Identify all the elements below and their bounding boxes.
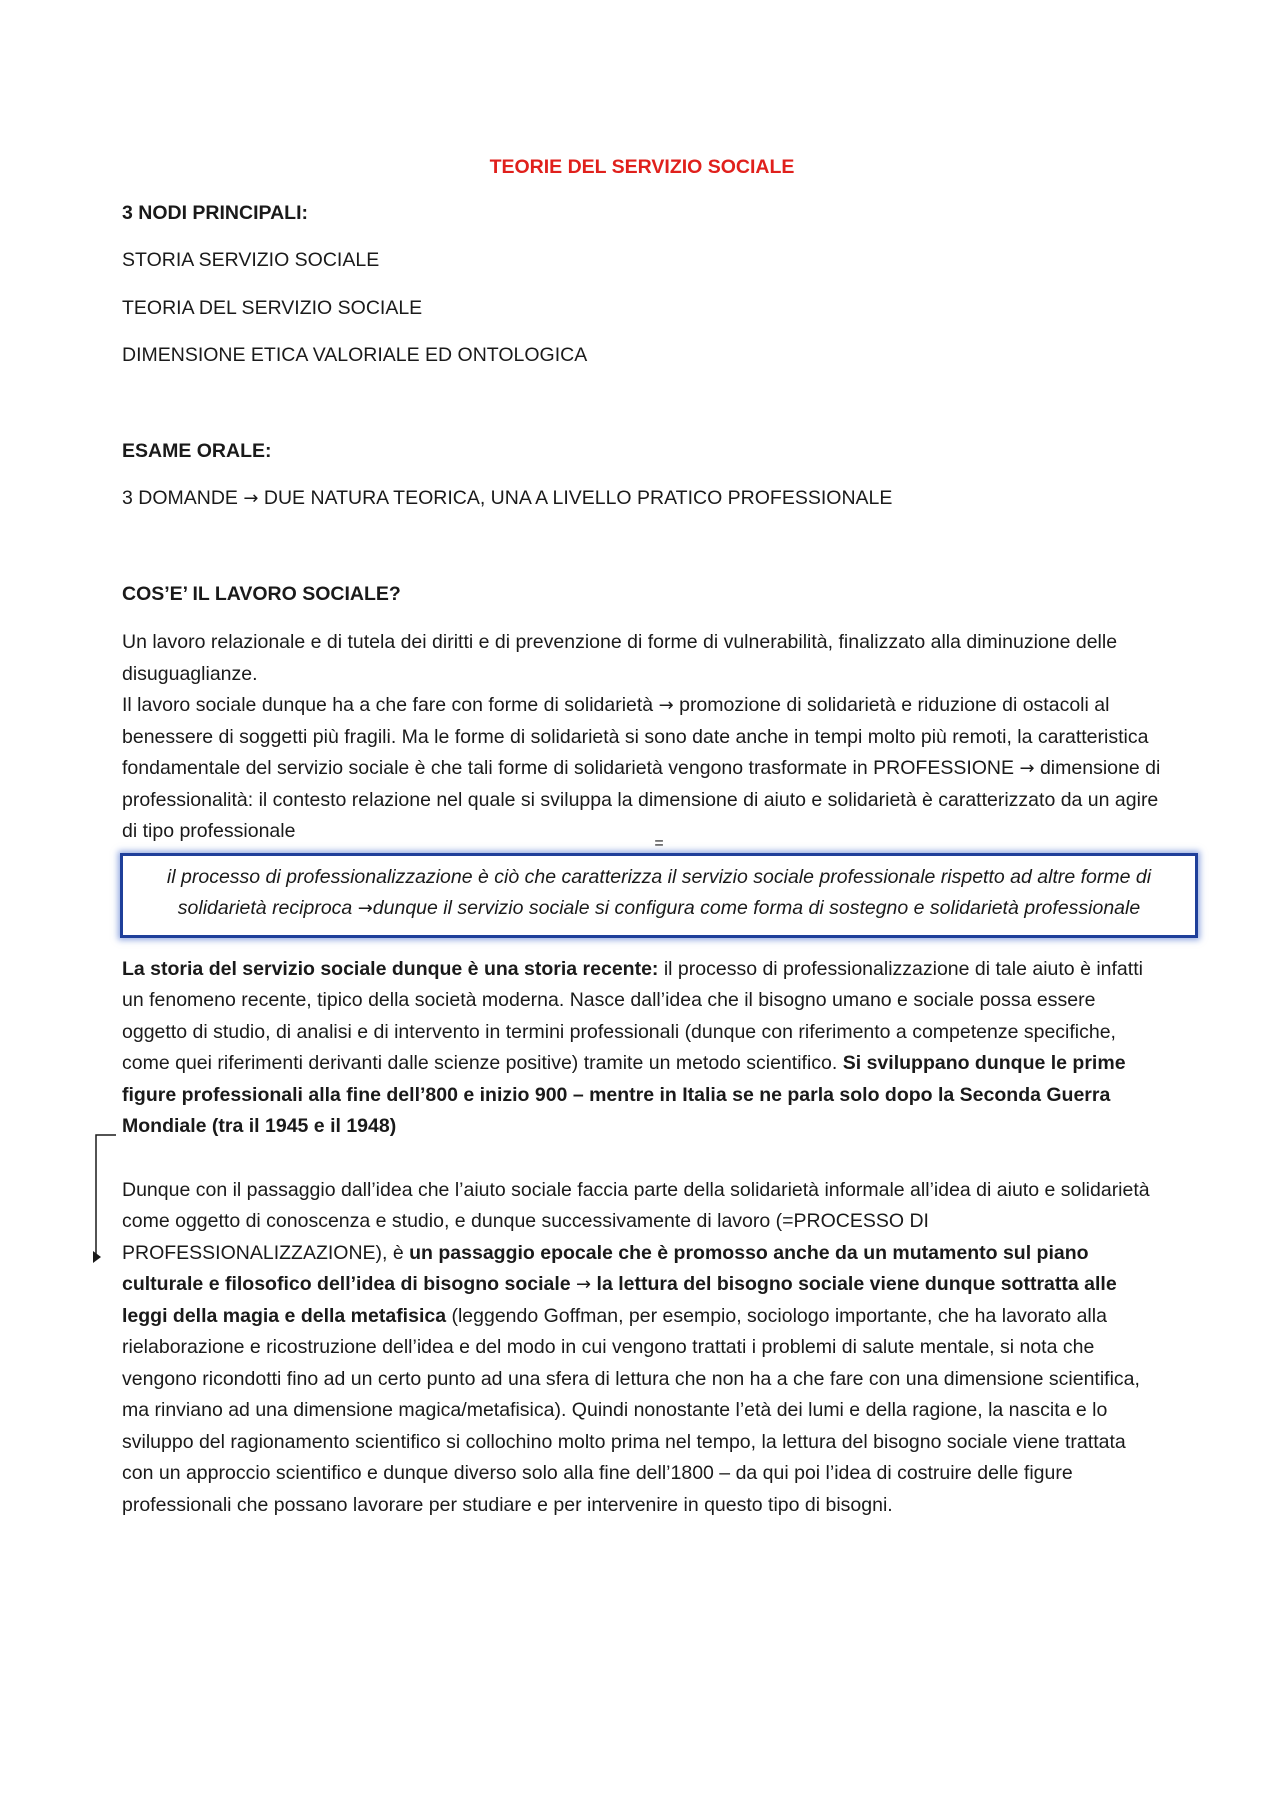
right-arrow-icon: → [1019,758,1035,779]
right-arrow-icon: → [658,695,674,716]
nodi-heading: 3 NODI PRINCIPALI: [122,201,308,224]
right-arrow-icon: → [357,898,373,919]
connector-arrow-icon [92,1127,122,1267]
paragraph-passaggio: Dunque con il passaggio dall’idea che l’aiuto sociale faccia parte della solidarietà informale all’idea di aiuto e solidarietà come oggetto di conoscenza e studio, e dunque successivamente di lavoro (=PROCESSO DI PROFESSIONALIZZAZIONE), è un passaggio epocale che è promosso anche da un mutamento sul piano culturale e filosofico dell’idea di bisogno sociale → la lettura del bisogno sociale viene dunque sottratta alle leggi della magia e della metafisica (leggendo Goffman, per esempio, sociologo importante, che ha lavorato alla rielaborazione e ricostruzione dell’idea e del modo in cui vengono trattati i problemi di salute mentale, si nota che vengono ricondotti fino ad un certo punto ad una sfera di lettura che non ha a che fare con una dimensione scientifica, ma rinviano ad una dimensione magica/metafisica). Quindi nonostante l’età dei lumi e della ragione, la nascita e lo sviluppo del ragionamento scientifico si collochino molto prima nel tempo, la lettura del bisogno sociale viene trattata con un approccio scientifico e dunque diverso solo alla fine dell’1800 – da qui poi l’idea di costruire delle figure professionali che possano lavorare per studiare e per intervenire in questo tipo di bisogni. [122,1178,1150,1516]
document-title: TEORIE DEL SERVIZIO SOCIALE [489,156,795,178]
paragraph-storia: La storia del servizio sociale dunque è una storia recente: il processo di professionalizzazione di tale aiuto è infatti un fenomeno recente, tipico della società moderna. Nasce dall’idea che il bisogno umano e sociale possa essere oggetto di studio, di analisi e di intervento in termini professionali (dunque con riferimento a competenze specifiche, come quei riferimenti derivanti dalle scienze positive) tramite un metodo scientifico. Si sviluppano dunque le prime figure professionali alla fine dell’800 e inizio 900 – mentre in Italia se ne parla solo dopo la Seconda Guerra Mondiale (tra il 1945 e il 1948) [122,957,1143,1137]
nodo-item: TEORIA DEL SERVIZIO SOCIALE [122,296,423,319]
esame-line: 3 DOMANDE → DUE NATURA TEORICA, UNA A LIVELLO PRATICO PROFESSIONALE [122,487,893,509]
right-arrow-icon: → [576,1274,592,1295]
esame-heading: ESAME ORALE: [122,439,272,462]
right-arrow-icon: → [243,488,259,509]
nodo-item: STORIA SERVIZIO SOCIALE [122,249,380,271]
nodo-item: DIMENSIONE ETICA VALORIALE ED ONTOLOGICA [122,344,588,366]
highlight-box: = il processo di professionalizzazione è ciò che caratterizza il servizio sociale professionale rispetto ad altre forme di solidarietà reciproca →dunque il servizio sociale si configura come forma di sostegno e solidarietà professionale [120,853,1198,938]
equals-sign: = [654,834,664,852]
paragraph-solidarieta: Il lavoro sociale dunque ha a che fare con forme di solidarietà → promozione di solidarietà e riduzione di ostacoli al benessere di soggetti più fragili. Ma le forme di solidarietà si sono date anche in tempi molto più remoti, la caratteristica fondamentale del servizio sociale è che tali forme di solidarietà vengono trasformate in PROFESSIONE → dimensione di professionalità: il contesto relazione nel quale si sviluppa la dimensione di aiuto e solidarietà è caratterizzato da un agire di tipo professionale [122,694,1161,842]
lavoro-heading: COS’E’ IL LAVORO SOCIALE? [122,582,401,605]
paragraph-definizione: Un lavoro relazionale e di tutela dei diritti e di prevenzione di forme di vulnerabilità, finalizzato alla diminuzione delle disuguaglianze. [122,631,1118,685]
document-body [122,152,1162,1521]
